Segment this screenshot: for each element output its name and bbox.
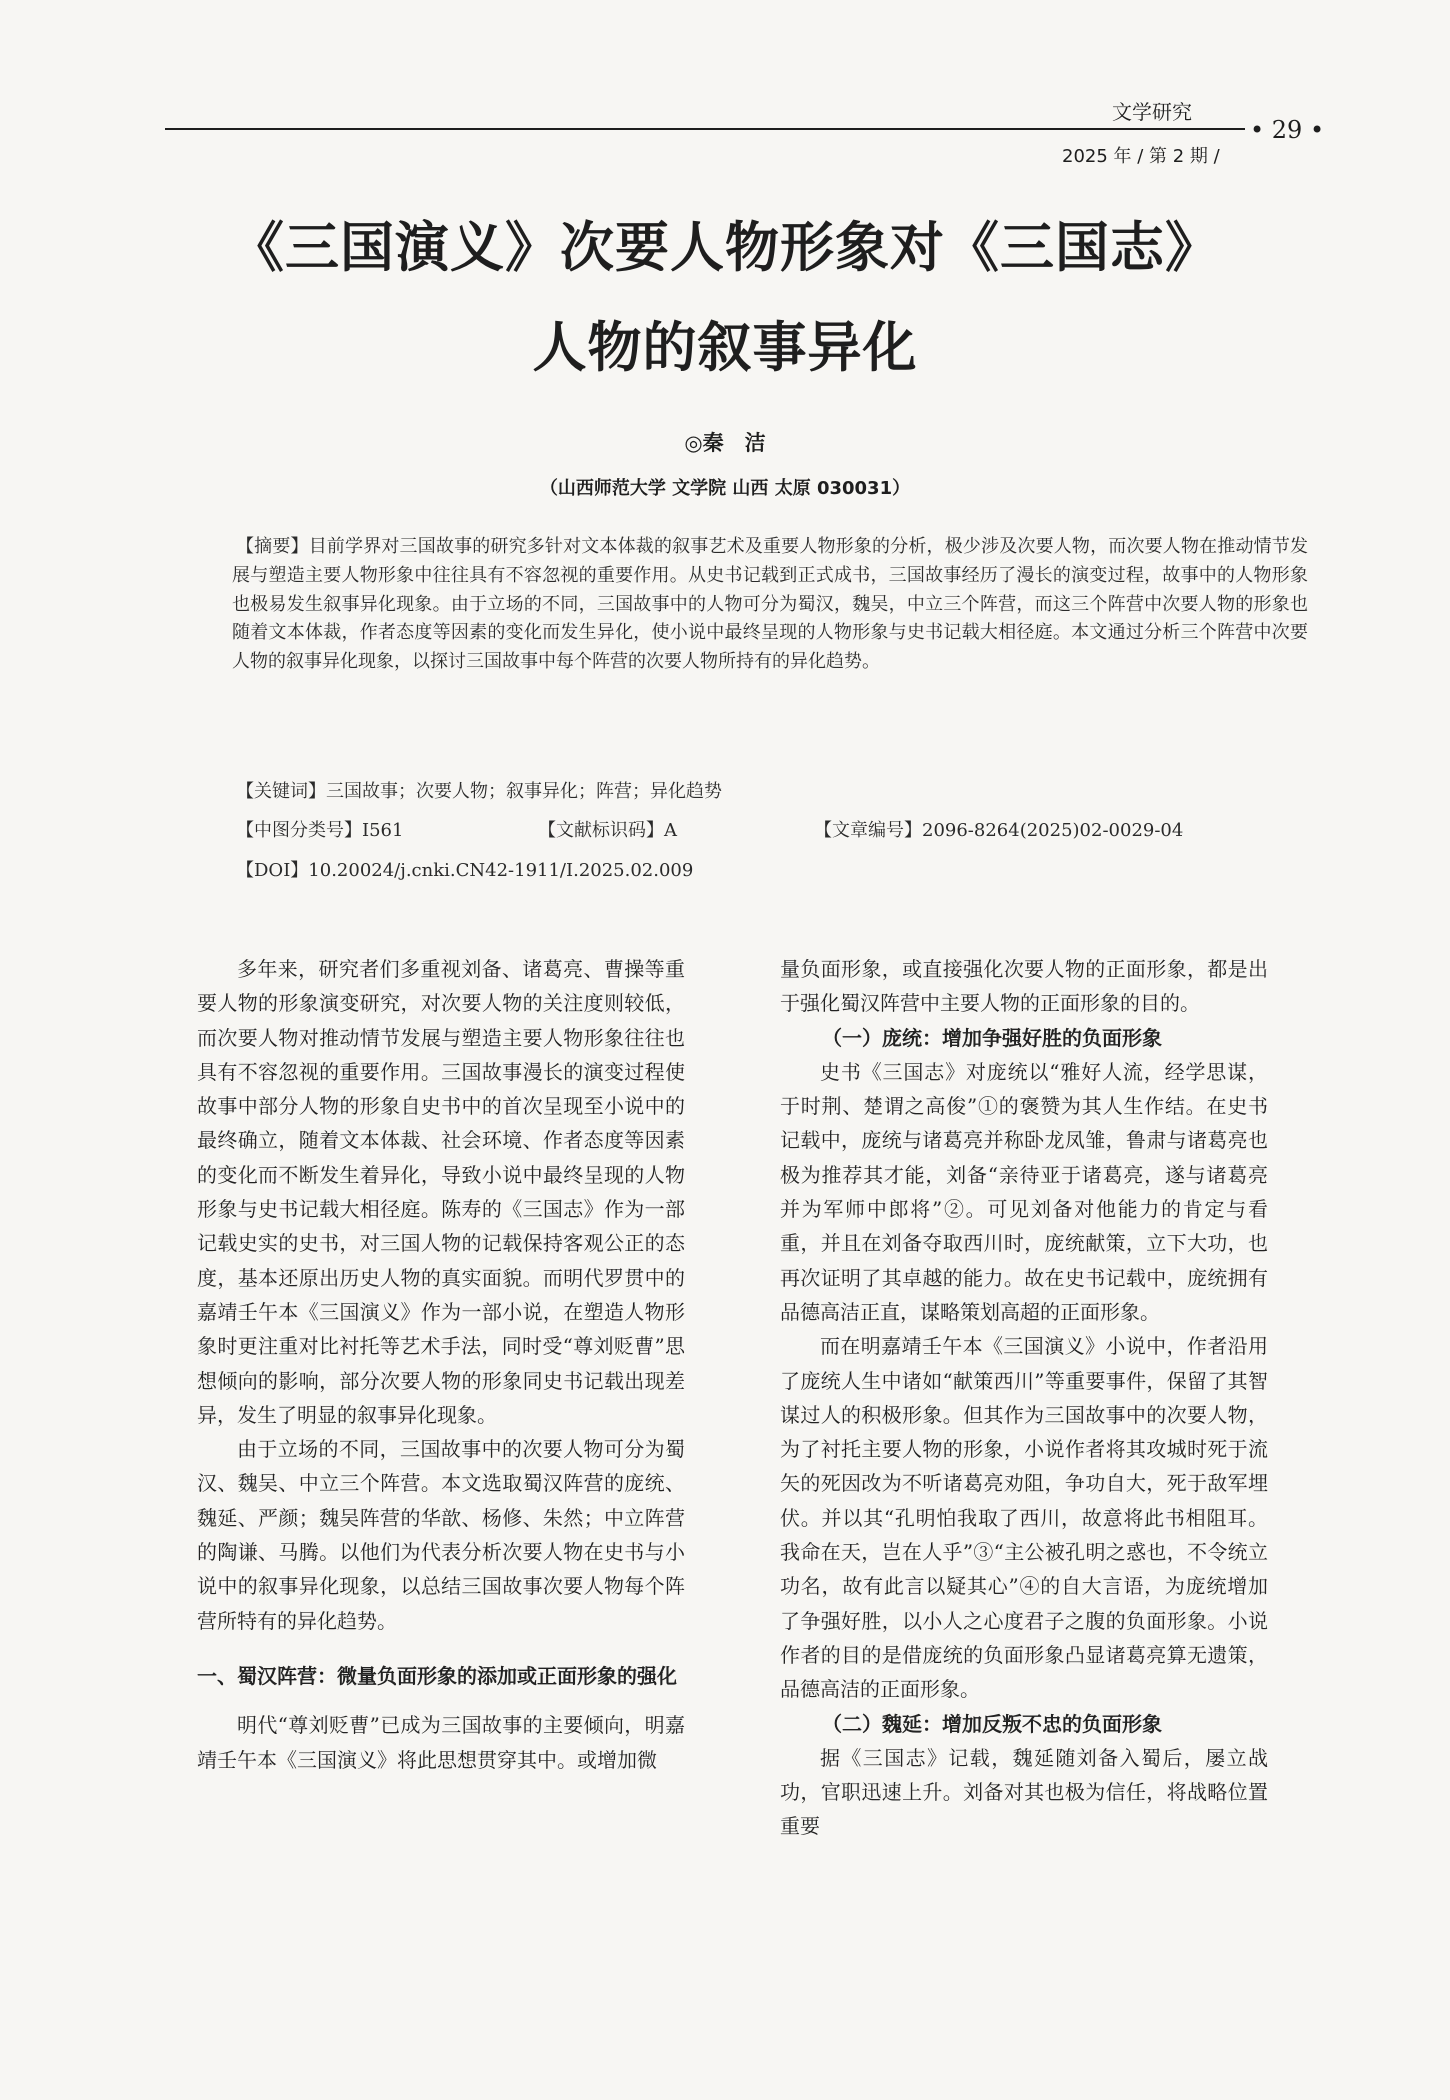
page-number: • 29 • bbox=[1250, 116, 1325, 144]
doi: 【DOI】10.20024/j.cnki.CN42-1911/I.2025.02.009 bbox=[236, 860, 694, 881]
section-heading: 一、蜀汉阵营：微量负面形象的添加或正面形象的强化 bbox=[197, 1663, 677, 1688]
right-column bbox=[780, 952, 1268, 1844]
author: ◎秦 洁 bbox=[684, 431, 766, 455]
title-line-1: 《三国演义》次要人物形象对《三国志》 bbox=[230, 216, 1220, 279]
abstract: 【摘要】目前学界对三国故事的研究多针对文本体裁的叙事艺术及重要人物形象的分析，极少涉及次要人物，而次要人物在推动情节发展与塑造主要人物形象中往往具有不容忽视的重要作用。从史书记载到正式成书，三国故事经历了漫长的演变过程，故事中的人物形象也极易发生叙事异化现象。由于立场的不同，三国故事中的人物可分为蜀汉，魏吴，中立三个阵营，而这三个阵营中次要人物的形象也随着文本体裁，作者态度等因素的变化而发生异化，使小说中最终呈现的人物形象与史书记载大相径庭。本文通过分析三个阵营中次要人物的叙事异化现象，以探讨三国故事中每个阵营的次要人物所持有的异化趋势。 bbox=[232, 536, 1308, 673]
title-line-2: 人物的叙事异化 bbox=[532, 316, 918, 379]
body-paragraph: 多年来，研究者们多重视刘备、诸葛亮、曹操等重要人物的形象演变研究，对次要人物的关注度则较低，而次要人物对推动情节发展与塑造主要人物形象往往也具有不容忽视的重要作用。三国故事漫长的演变过程使故事中部分人物的形象自史书中的首次呈现至小说中的最终确立，随着文本体裁、社会环境、作者态度等因素的变化而不断发生着异化，导致小说中最终呈现的人物形象与史书记载大相径庭。陈寿的《三国志》作为一部记载史实的史书，对三国人物的记载保持客观公正的态度，基本还原出历史人物的真实面貌。而明代罗贯中的嘉靖壬午本《三国演义》作为一部小说，在塑造人物形象时更注重对比衬托等艺术手法，同时受“尊刘贬曹”思想倾向的影响，部分次要人物的形象同史书记载出现差异，发生了明显的叙事异化现象。 bbox=[197, 957, 685, 1427]
body-paragraph: 量负面形象，或直接强化次要人物的正面形象，都是出于强化蜀汉阵营中主要人物的正面形象的目的。 bbox=[780, 957, 1268, 1016]
subsection-heading: （一）庞统：增加争强好胜的负面形象 bbox=[822, 1025, 1162, 1050]
subsection-heading: （二）魏延：增加反叛不忠的负面形象 bbox=[822, 1711, 1162, 1736]
classification-number: 【中图分类号】I561 bbox=[236, 820, 404, 841]
body-paragraph: 而在明嘉靖壬午本《三国演义》小说中，作者沿用了庞统人生中诸如“献策西川”等重要事件，保留了其智谋过人的积极形象。但其作为三国故事中的次要人物，为了衬托主要人物的形象，小说作者将其攻城时死于流矢的死因改为不听诸葛亮劝阻，争功自大，死于敌军埋伏。并以其“孔明怕我取了西川，故意将此书相阻耳。我命在天，岂在人乎”③“主公被孔明之惑也，不令统立功名，故有此言以疑其心”④的自大言语，为庞统增加了争强好胜，以小人之心度君子之腹的负面形象。小说作者的目的是借庞统的负面形象凸显诸葛亮算无遗策，品德高洁的正面形象。 bbox=[780, 1334, 1268, 1702]
affiliation: （山西师范大学 文学院 山西 太原 030031） bbox=[539, 478, 911, 499]
left-column bbox=[197, 952, 685, 1777]
issue-info: 2025 年 / 第 2 期 / bbox=[1062, 146, 1220, 167]
document-code: 【文献标识码】A bbox=[538, 820, 677, 841]
header-rule bbox=[165, 128, 1245, 130]
body-paragraph: 明代“尊刘贬曹”已成为三国故事的主要倾向，明嘉靖壬午本《三国演义》将此思想贯穿其中。或增加微 bbox=[197, 1713, 685, 1772]
body-paragraph: 史书《三国志》对庞统以“雅好人流，经学思谋，于时荆、楚谓之高俊”①的褒赞为其人生作结。在史书记载中，庞统与诸葛亮并称卧龙凤雏，鲁肃与诸葛亮也极为推荐其才能，刘备“亲待亚于诸葛亮，遂与诸葛亮并为军师中郎将”②。可见刘备对他能力的肯定与看重，并且在刘备夺取西川时，庞统献策，立下大功，也再次证明了其卓越的能力。故在史书记载中，庞统拥有品德高洁正直，谋略策划高超的正面形象。 bbox=[780, 1059, 1268, 1324]
keywords: 【关键词】三国故事；次要人物；叙事异化；阵营；异化趋势 bbox=[236, 781, 722, 802]
body-paragraph: 由于立场的不同，三国故事中的次要人物可分为蜀汉、魏吴、中立三个阵营。本文选取蜀汉阵营的庞统、魏延、严颜；魏吴阵营的华歆、杨修、朱然；中立阵营的陶谦、马腾。以他们为代表分析次要人物在史书与小说中的叙事异化现象，以总结三国故事次要人物每个阵营所特有的异化趋势。 bbox=[197, 1437, 685, 1633]
article-number: 【文章编号】2096-8264(2025)02-0029-04 bbox=[814, 820, 1184, 841]
body-paragraph: 据《三国志》记载，魏延随刘备入蜀后，屡立战功，官职迅速上升。刘备对其也极为信任，将战略位置重要 bbox=[780, 1745, 1268, 1839]
journal-name: 文学研究 bbox=[1112, 100, 1192, 124]
